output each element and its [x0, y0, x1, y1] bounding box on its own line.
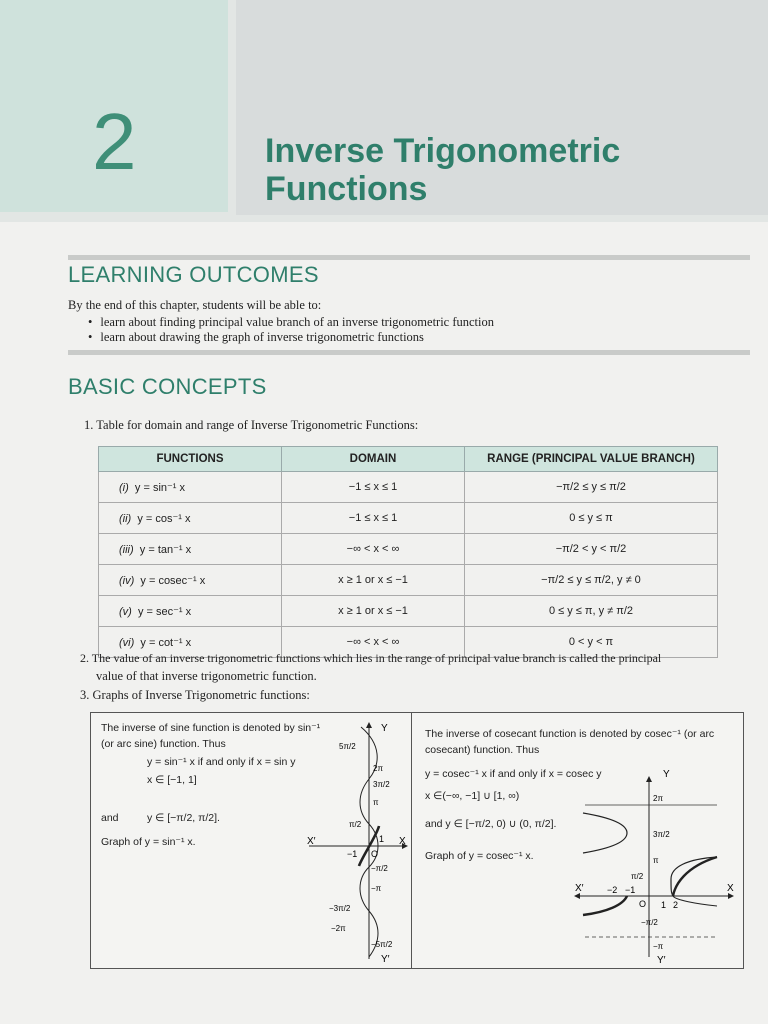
row-index: (v)	[119, 605, 132, 618]
sin-origin: O	[371, 849, 379, 859]
graphs-divider	[411, 713, 412, 968]
point-1: 1. Table for domain and range of Inverse Trigonometric Functions:	[84, 418, 419, 432]
cosec-tick-2pi: 2π	[653, 794, 663, 803]
point-2-line1: 2. The value of an inverse trigonometric functions which lies in the range of principal value branch is called the principal	[80, 651, 662, 665]
sin-text-line2: (or arc sine) function. Thus	[101, 738, 226, 750]
chapter-title	[265, 132, 620, 208]
sin-tick-5pi-2: 5π/2	[339, 742, 356, 751]
row-index: (i)	[119, 481, 129, 494]
cosec-axis-x-neg: X′	[575, 883, 584, 894]
table-row	[99, 596, 718, 627]
list-item: • learn about finding principal value branch of an inverse trigonometric function	[88, 315, 494, 330]
basic-concepts-heading: BASIC CONCEPTS	[68, 374, 267, 399]
cosec-tick-two: 2	[673, 900, 679, 910]
cosec-text-line4: x ∈(−∞, −1] ∪ [1, ∞)	[425, 790, 520, 802]
cosec-tick-neg-pi: −π	[653, 942, 664, 951]
cosec-tick-pi: π	[653, 856, 659, 865]
range-cell: −π/2 < y < π/2	[465, 534, 718, 565]
point-3: 3. Graphs of Inverse Trigonometric functions:	[80, 688, 310, 702]
cosec-inverse-graph	[567, 767, 739, 966]
range-cell: −π/2 ≤ y ≤ π/2, y ≠ 0	[465, 565, 718, 596]
chapter-number: 2	[92, 97, 137, 186]
sin-graph-caption: Graph of y = sin⁻¹ x.	[101, 836, 196, 848]
table-header: FUNCTIONS	[99, 447, 282, 472]
function-cell: y = cosec⁻¹ x	[140, 574, 206, 587]
cosec-text-line2: cosecant) function. Thus	[425, 744, 540, 756]
divider	[68, 255, 750, 260]
range-cell: −π/2 ≤ y ≤ π/2	[465, 472, 718, 503]
sin-text-line1: The inverse of sine function is denoted by sin⁻¹	[101, 722, 321, 734]
cosec-tick-one: 1	[661, 900, 667, 910]
divider	[68, 350, 750, 355]
cosec-axis-y: Y	[663, 769, 670, 780]
table-header: DOMAIN	[282, 447, 465, 472]
table-header: RANGE (PRINCIPAL VALUE BRANCH)	[465, 447, 718, 472]
domain-cell: −∞ < x < ∞	[282, 627, 465, 658]
row-index: (iii)	[119, 543, 134, 556]
sin-tick-pi: π	[373, 798, 379, 807]
function-cell: y = tan⁻¹ x	[139, 543, 192, 556]
cosec-tick-pi-2: π/2	[631, 872, 644, 881]
domain-cell: −1 ≤ x ≤ 1	[282, 503, 465, 534]
domain-cell: x ≥ 1 or x ≤ −1	[282, 596, 465, 627]
cosec-graph-caption: Graph of y = cosec⁻¹ x.	[425, 850, 534, 862]
graphs-box	[90, 712, 744, 969]
range-cell: 0 ≤ y ≤ π	[465, 503, 718, 534]
cosec-tick-neg-pi-2: −π/2	[641, 918, 658, 927]
cosec-axis-y-neg: Y′	[657, 955, 666, 966]
table-row	[99, 534, 718, 565]
range-cell: 0 < y < π	[465, 627, 718, 658]
sin-tick-2pi: 2π	[373, 764, 383, 773]
sin-tick-one: 1	[379, 834, 385, 844]
function-cell: y = sec⁻¹ x	[137, 605, 192, 618]
function-cell: y = sin⁻¹ x	[134, 481, 186, 494]
domain-cell: x ≥ 1 or x ≤ −1	[282, 565, 465, 596]
chapter-title-line2: Functions	[265, 170, 428, 208]
cosec-text-line5: and y ∈ [−π/2, 0) ∪ (0, π/2].	[425, 818, 557, 830]
domain-cell: −1 ≤ x ≤ 1	[282, 472, 465, 503]
sin-tick-neg-pi-2: −π/2	[371, 864, 388, 873]
sin-tick-neg-5pi-2: −5π/2	[371, 940, 393, 949]
sin-axis-x: X	[399, 836, 406, 847]
cosec-tick-neg-two: −2	[607, 885, 618, 895]
table-row	[99, 565, 718, 596]
sin-tick-neg-pi: −π	[371, 884, 382, 893]
list-item: • learn about drawing the graph of inverse trigonometric functions	[88, 330, 494, 345]
point-2-line2: value of that inverse trigonometric function.	[96, 669, 317, 683]
learning-outcomes-list	[88, 315, 494, 345]
domain-range-table	[98, 446, 718, 658]
range-cell: 0 ≤ y ≤ π, y ≠ π/2	[465, 596, 718, 627]
sin-axis-y-neg: Y′	[381, 954, 390, 965]
cosec-text-line1: The inverse of cosecant function is denoted by cosec⁻¹ (or arc	[425, 728, 715, 740]
row-index: (vi)	[119, 636, 135, 649]
sin-text-and: and	[101, 812, 119, 824]
sin-tick-neg-3pi-2: −3π/2	[329, 904, 351, 913]
cosec-axis-x: X	[727, 883, 734, 894]
point-2	[80, 650, 760, 684]
table-row	[99, 503, 718, 534]
sin-axis-x-neg: X′	[307, 836, 316, 847]
row-index: (iv)	[119, 574, 135, 587]
cosec-origin: O	[639, 899, 647, 909]
cosec-text-line3: y = cosec⁻¹ x if and only if x = cosec y	[425, 768, 602, 780]
sin-tick-pi-2: π/2	[349, 820, 362, 829]
domain-cell: −∞ < x < ∞	[282, 534, 465, 565]
cosec-tick-3pi-2: 3π/2	[653, 830, 670, 839]
row-index: (ii)	[119, 512, 132, 525]
cosec-tick-neg-one: −1	[625, 885, 636, 895]
sin-axis-y: Y	[381, 723, 388, 734]
sin-text-range: y ∈ [−π/2, π/2].	[147, 812, 220, 824]
function-cell: y = cot⁻¹ x	[140, 636, 192, 649]
table-row	[99, 472, 718, 503]
learning-outcomes-intro: By the end of this chapter, students will be able to:	[68, 298, 322, 312]
sin-text-line4: x ∈ [−1, 1]	[147, 774, 197, 786]
learning-outcomes-heading: LEARNING OUTCOMES	[68, 262, 319, 287]
sin-tick-3pi-2: 3π/2	[373, 780, 390, 789]
function-cell: y = cos⁻¹ x	[137, 512, 191, 525]
chapter-title-line1: Inverse Trigonometric	[265, 132, 621, 170]
sin-tick-neg-one: −1	[347, 849, 358, 859]
sin-inverse-graph	[309, 719, 411, 965]
sin-tick-neg-2pi: −2π	[331, 924, 346, 933]
sin-text-line3: y = sin⁻¹ x if and only if x = sin y	[147, 756, 296, 768]
